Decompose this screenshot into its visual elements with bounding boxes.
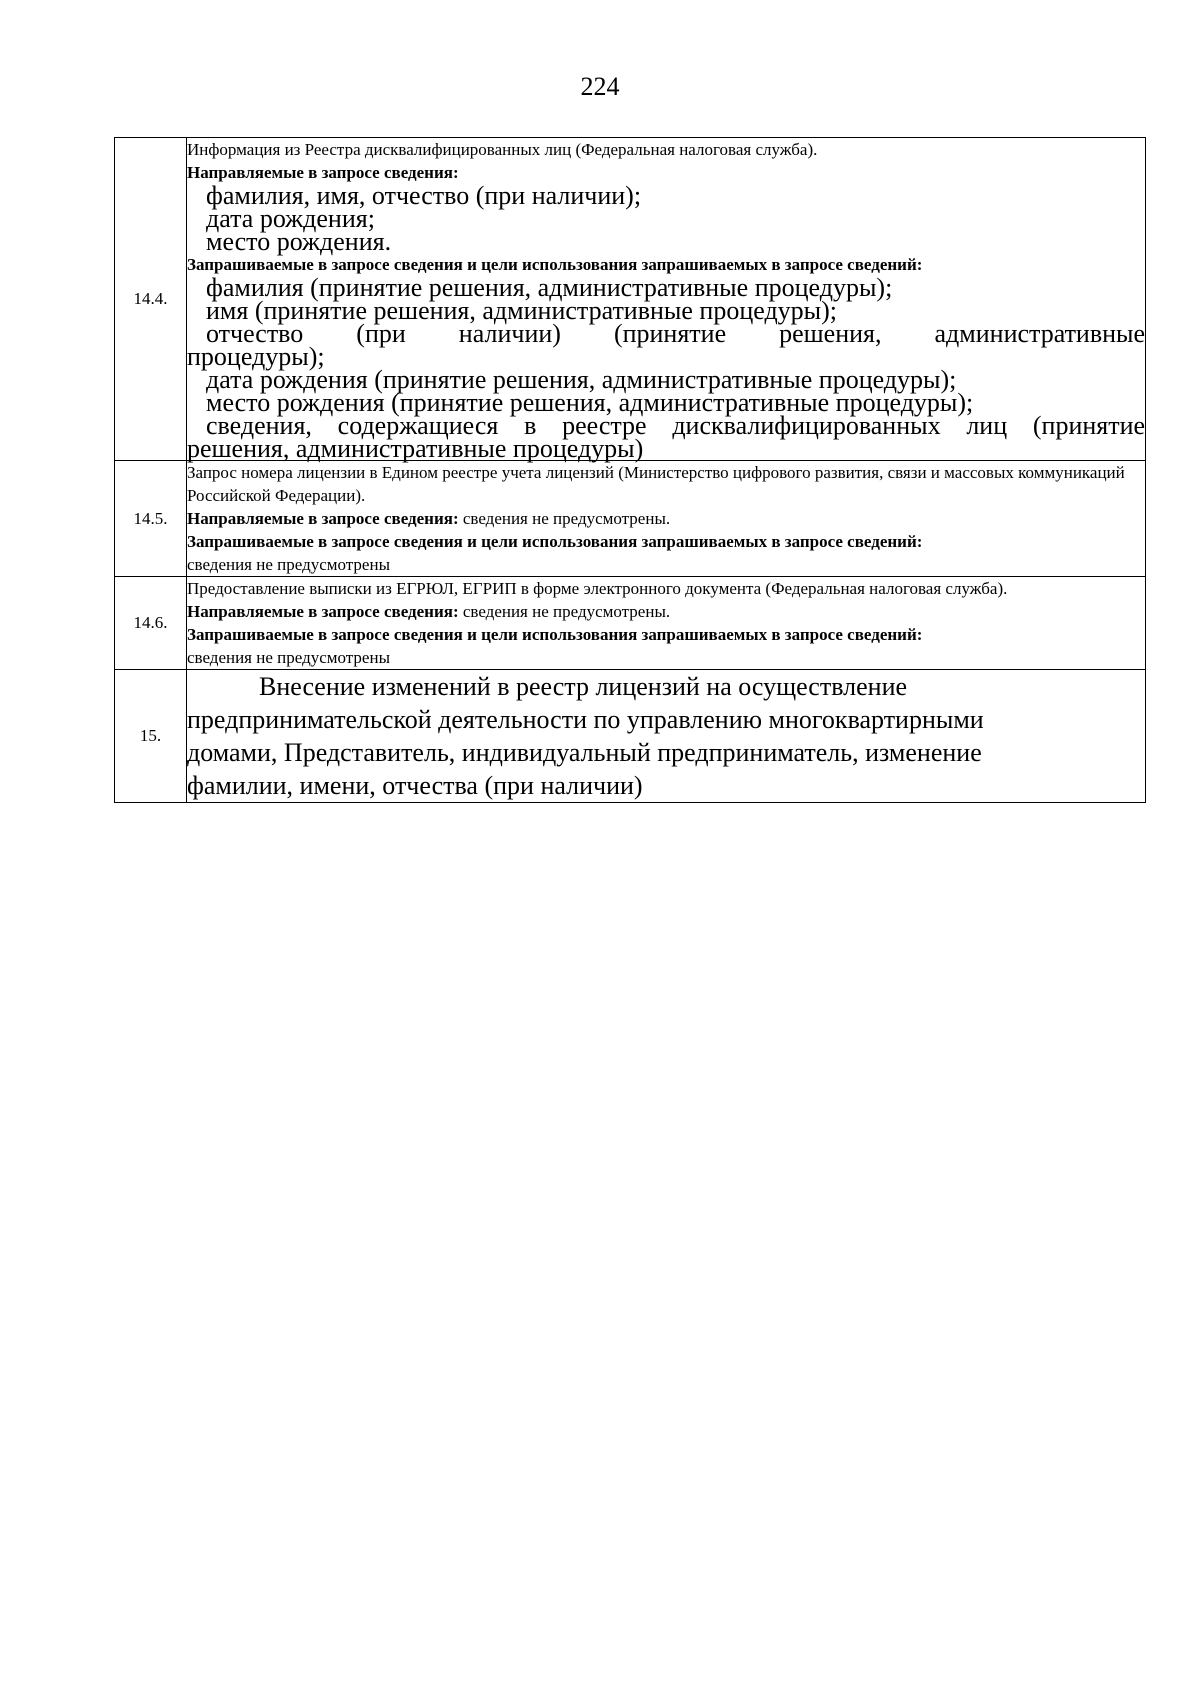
word: (принятие <box>613 319 727 348</box>
section-heading-line: домами, Представитель, индивидуальный предприниматель, изменение <box>187 738 982 767</box>
section-heading-line: Внесение изменений в реестр лицензий на осуществление <box>259 672 908 701</box>
list-item: место рождения. <box>206 227 392 256</box>
row-content <box>187 138 1146 461</box>
row-content <box>187 670 1146 803</box>
section-heading-line: предпринимательской деятельности по управлению многоквартирными <box>187 705 984 734</box>
requested-label: Запрашиваемые в запросе сведения и цели использования запрашиваемых в запросе сведений: <box>187 532 923 551</box>
sent-label: Направляемые в запросе сведения: <box>187 602 459 621</box>
word: в <box>524 411 537 440</box>
word: отчество <box>206 319 304 348</box>
list-item: дата рождения (принятие решения, административные процедуры); <box>206 365 957 394</box>
word: сведения, <box>206 411 312 440</box>
word: наличии) <box>458 319 561 348</box>
row-content <box>187 577 1146 670</box>
table-row <box>115 670 1146 803</box>
requested-label: Запрашиваемые в запросе сведения и цели использования запрашиваемых в запросе сведений: <box>187 255 923 274</box>
word: административные <box>934 319 1146 348</box>
requested-value: сведения не предусмотрены <box>187 555 390 574</box>
requests-table <box>114 137 1146 803</box>
list-item: дата рождения; <box>206 204 375 233</box>
list-item: место рождения (принятие решения, административные процедуры); <box>206 388 974 417</box>
row-number: 14.6. <box>115 577 187 670</box>
section-heading-line: фамилии, имени, отчества (при наличии) <box>187 771 643 800</box>
row-content <box>187 461 1146 577</box>
request-title: Запрос номера лицензии в Едином реестре учета лицензий (Министерство цифрового развития, связи и массовых коммуникаций Российской Федерации). <box>187 463 1125 505</box>
requested-value: сведения не предусмотрены <box>187 648 390 667</box>
sent-line <box>187 600 1145 623</box>
list-item-continuation: процедуры); <box>187 342 325 371</box>
row-number: 14.5. <box>115 461 187 577</box>
list-item-continuation: решения, административные процедуры) <box>187 434 644 463</box>
word: лиц <box>966 411 1008 440</box>
requested-label: Запрашиваемые в запросе сведения и цели использования запрашиваемых в запросе сведений: <box>187 625 923 644</box>
table-row <box>115 461 1146 577</box>
word: реестре <box>562 411 647 440</box>
list-item: фамилия, имя, отчество (при наличии); <box>206 181 642 210</box>
word: содержащиеся <box>337 411 499 440</box>
sent-label: Направляемые в запросе сведения: <box>187 163 459 182</box>
table-row <box>115 577 1146 670</box>
row-number: 14.4. <box>115 138 187 461</box>
sent-label: Направляемые в запросе сведения: <box>187 509 459 528</box>
request-title: Предоставление выписки из ЕГРЮЛ, ЕГРИП в форме электронного документа (Федеральная налоговая служба). <box>187 579 1008 598</box>
row-number: 15. <box>115 670 187 803</box>
sent-line <box>187 507 1145 530</box>
request-title: Информация из Реестра дисквалифицированных лиц (Федеральная налоговая служба). <box>187 140 818 159</box>
word: (принятие <box>1032 411 1146 440</box>
sent-value: сведения не предусмотрены. <box>458 602 671 621</box>
sent-value: сведения не предусмотрены. <box>458 509 671 528</box>
list-item-justified <box>187 319 1146 348</box>
word: решения, <box>779 319 882 348</box>
table-row <box>115 138 1146 461</box>
page-number: 224 <box>580 72 620 101</box>
word: (при <box>356 319 406 348</box>
list-item: имя (принятие решения, административные процедуры); <box>206 296 838 325</box>
list-item: фамилия (принятие решения, административные процедуры); <box>206 273 893 302</box>
word: дисквалифицированных <box>672 411 941 440</box>
